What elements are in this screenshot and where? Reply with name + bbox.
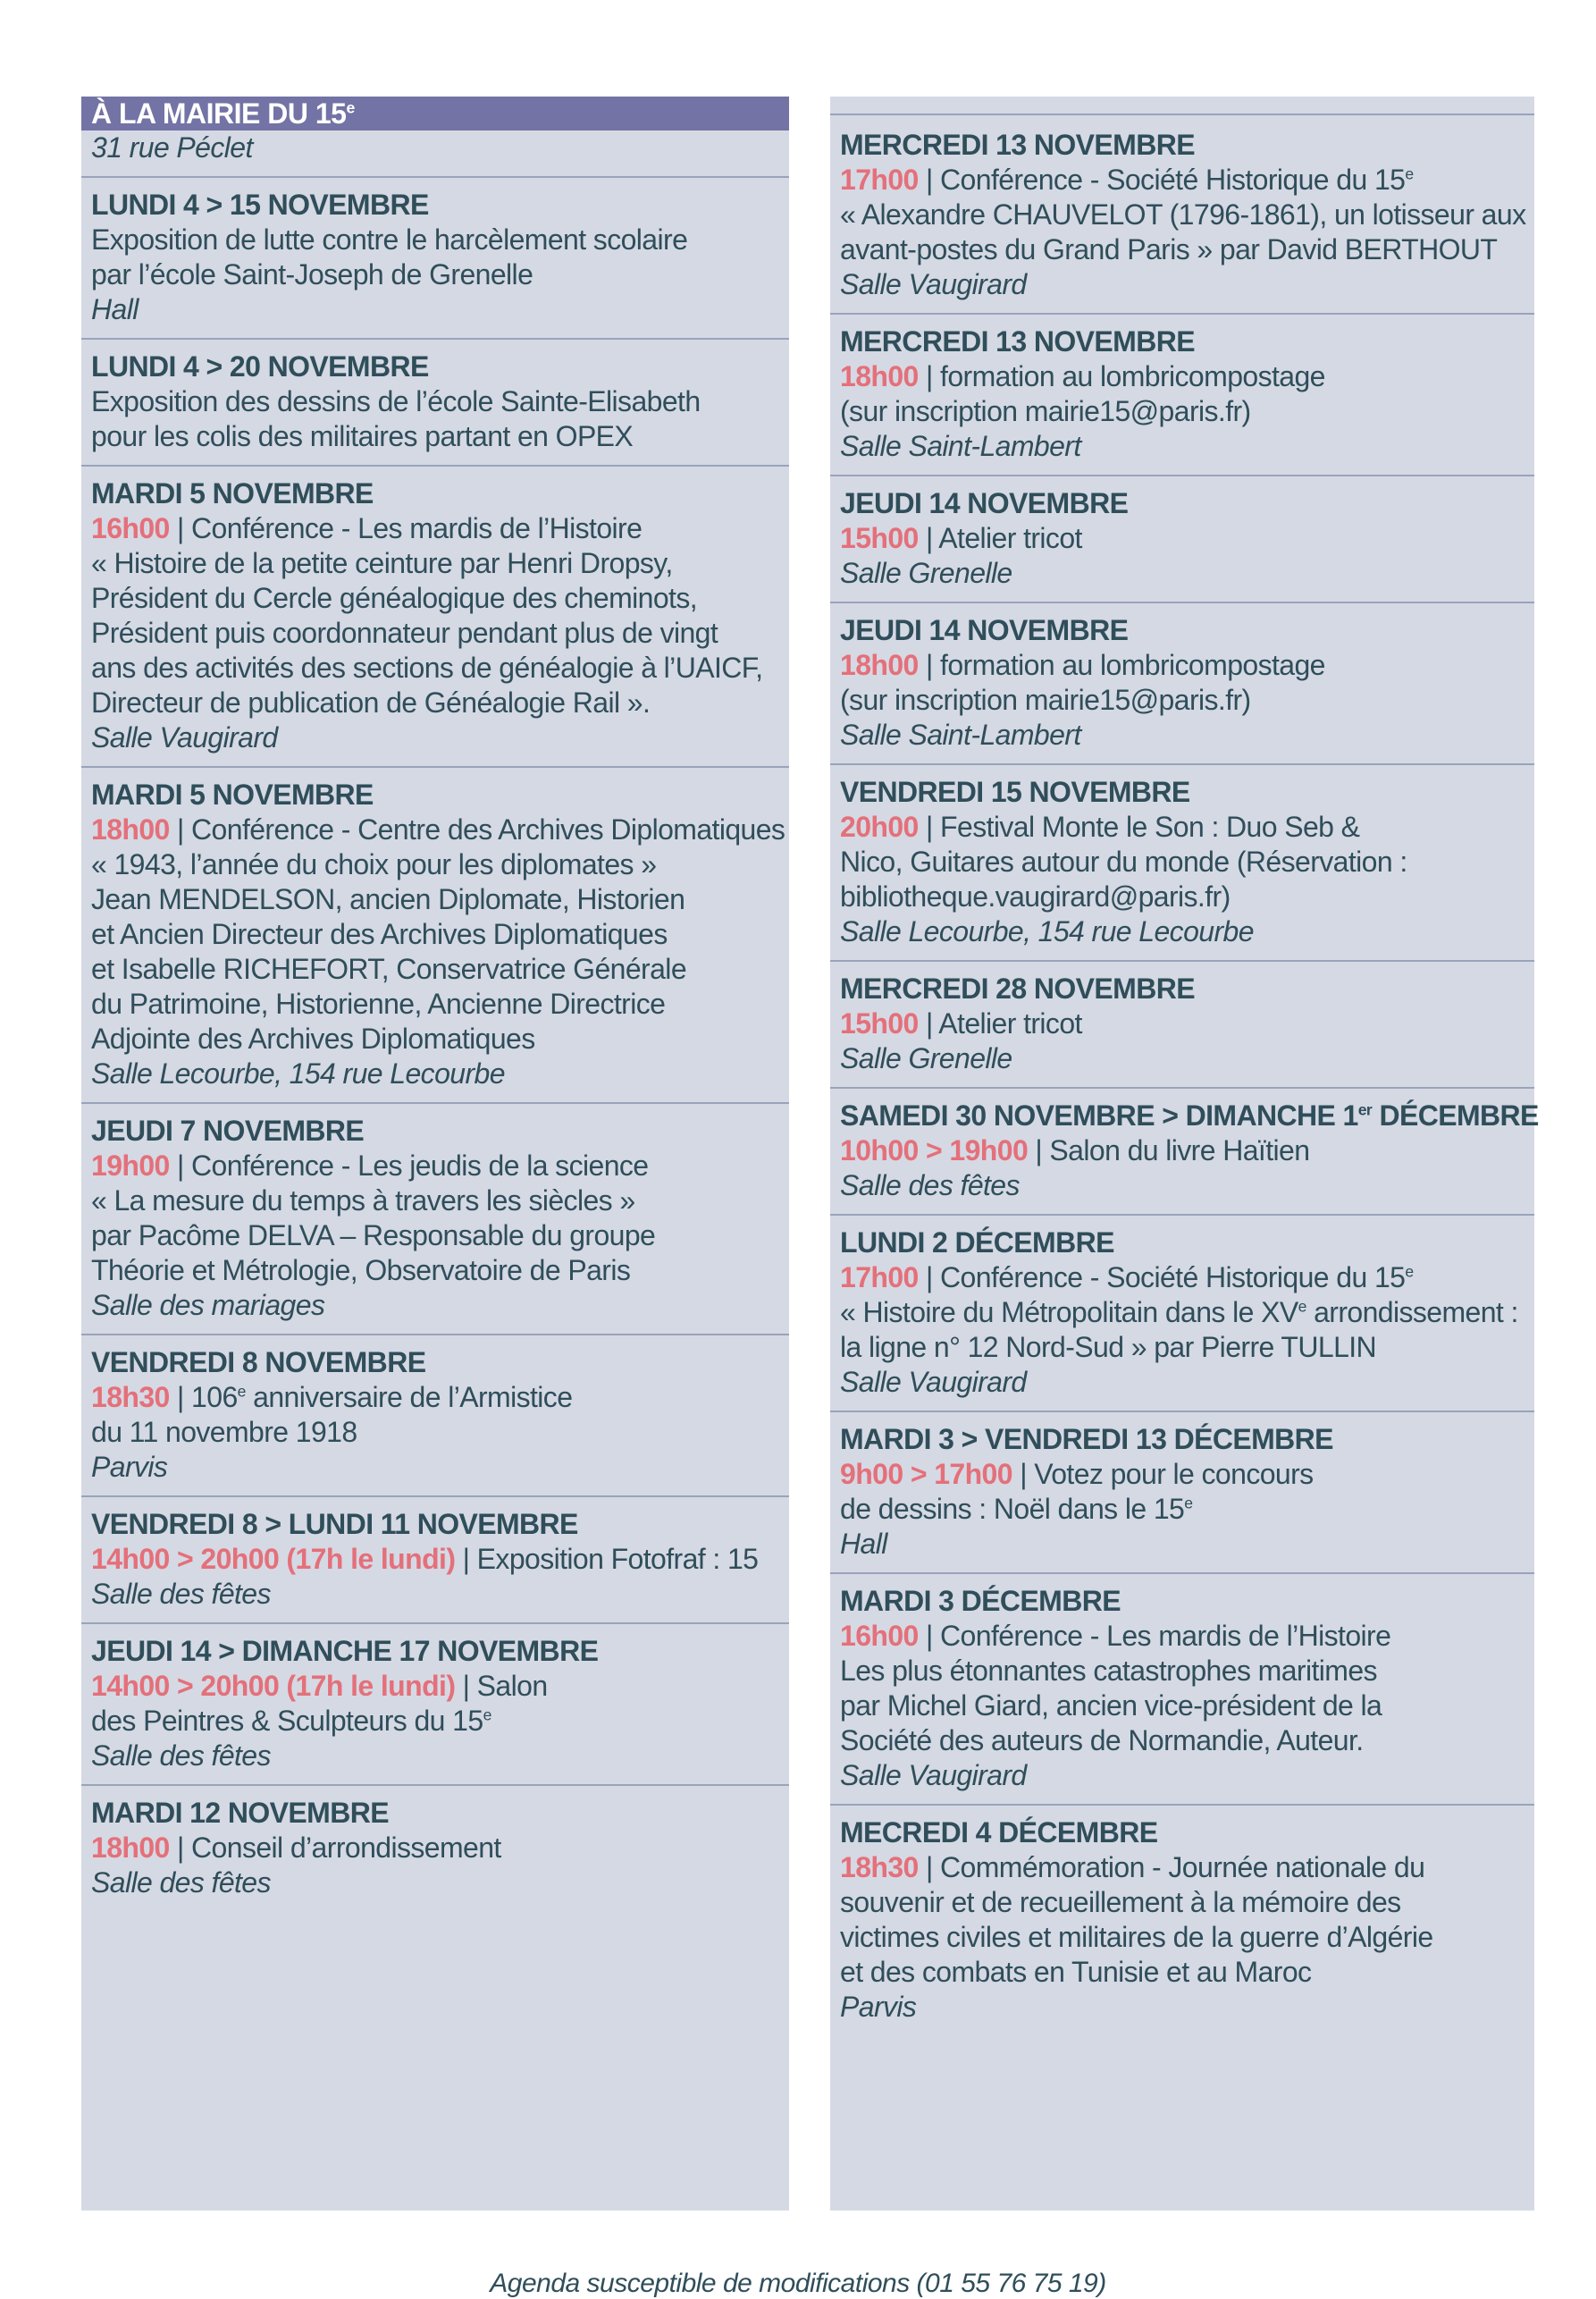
address: 31 rue Péclet <box>91 131 253 164</box>
event-entry <box>830 603 1534 765</box>
event-entry <box>81 340 789 467</box>
event-time: 17h00 <box>840 1261 919 1293</box>
event-entry <box>830 962 1534 1089</box>
event-text-sup: e <box>1184 1494 1193 1512</box>
event-location: Salle des mariages <box>91 1289 325 1321</box>
event-line: souvenir et de recueillement à la mémoire des <box>840 1886 1401 1918</box>
event-entry <box>830 765 1534 962</box>
event-date: MERCREDI 13 NOVEMBRE <box>840 129 1195 161</box>
event-first-line <box>840 1457 1525 1492</box>
event-date: MARDI 3 DÉCEMBRE <box>840 1585 1121 1617</box>
event-entry <box>830 476 1534 603</box>
event-entry <box>830 1089 1539 1216</box>
event-date: JEUDI 14 NOVEMBRE <box>840 614 1129 646</box>
event-line: par l’école Saint-Joseph de Grenelle <box>91 258 533 291</box>
event-line: « 1943, l’année du choix pour les diplomates » <box>91 848 657 880</box>
event-text-sup: e <box>1405 164 1414 183</box>
event-location: Parvis <box>91 1451 168 1483</box>
event-text: | formation au lombricompostage <box>918 649 1325 681</box>
event-line: Jean MENDELSON, ancien Diplomate, Historien <box>91 883 685 915</box>
event-line: Théorie et Métrologie, Observatoire de Paris <box>91 1254 631 1286</box>
event-line: Président du Cercle généalogique des cheminots, <box>91 582 698 614</box>
event-line: (sur inscription mairie15@paris.fr) <box>840 395 1251 427</box>
event-first-line <box>91 511 779 546</box>
event-date-part: DÉCEMBRE <box>1372 1099 1539 1132</box>
event-first-line <box>840 521 1525 556</box>
event-entry <box>830 114 1534 315</box>
event-location: Salle Saint-Lambert <box>840 430 1081 462</box>
event-location: Salle Vaugirard <box>840 1366 1027 1398</box>
event-date: VENDREDI 8 > LUNDI 11 NOVEMBRE <box>91 1508 578 1540</box>
event-first-line <box>91 813 785 847</box>
event-text: | Exposition Fotofraf : 15 <box>455 1543 759 1575</box>
event-time: 20h00 <box>840 811 919 843</box>
event-time: 18h30 <box>91 1381 170 1413</box>
event-time: 18h30 <box>840 1851 919 1883</box>
event-line: Exposition des dessins de l’école Sainte-Elisabeth <box>91 385 701 417</box>
event-text: | Conférence - Centre des Archives Diplomatiques <box>169 813 785 846</box>
event-time: 15h00 <box>840 1007 919 1040</box>
event-time: 17h00 <box>840 164 919 196</box>
event-time: 10h00 > 19h00 <box>840 1134 1029 1166</box>
left-column <box>81 97 789 2211</box>
event-text: | Votez pour le concours <box>1012 1458 1314 1490</box>
event-line: Exposition de lutte contre le harcèlement scolaire <box>91 223 688 256</box>
event-date <box>840 1099 1539 1133</box>
event-text-sup: e <box>483 1705 491 1724</box>
event-text: | Conseil d’arrondissement <box>169 1832 501 1864</box>
event-text: | 106 <box>169 1381 238 1413</box>
event-entry <box>830 1806 1534 2035</box>
event-line: (sur inscription mairie15@paris.fr) <box>840 684 1251 716</box>
event-first-line <box>840 648 1525 683</box>
event-line: du 11 novembre 1918 <box>91 1416 357 1448</box>
event-time: 9h00 > 17h00 <box>840 1458 1012 1490</box>
event-date: MERCREDI 13 NOVEMBRE <box>840 325 1195 358</box>
event-location: Salle Lecourbe, 154 rue Lecourbe <box>91 1057 505 1090</box>
event-date: MARDI 5 NOVEMBRE <box>91 779 374 811</box>
event-line: Nico, Guitares autour du monde (Réservation : <box>840 846 1407 878</box>
event-date: MARDI 12 NOVEMBRE <box>91 1797 389 1829</box>
event-text: | Salon <box>455 1670 548 1702</box>
event-entry <box>830 1412 1534 1574</box>
event-line: du Patrimoine, Historienne, Ancienne Directrice <box>91 988 666 1020</box>
event-date: MARDI 3 > VENDREDI 13 DÉCEMBRE <box>840 1423 1333 1455</box>
event-entry <box>81 178 789 340</box>
event-line: Président puis coordonnateur pendant plus de vingt <box>91 617 718 649</box>
event-line: et Isabelle RICHEFORT, Conservatrice Générale <box>91 953 687 985</box>
event-date-part: SAMEDI 30 NOVEMBRE > DIMANCHE 1 <box>840 1099 1358 1132</box>
event-line: par Michel Giard, ancien vice-président de la <box>840 1689 1382 1722</box>
event-first-line <box>840 1260 1525 1295</box>
event-line: et Ancien Directeur des Archives Diplomatiques <box>91 918 668 950</box>
event-text-sup: e <box>1298 1297 1306 1316</box>
event-line: la ligne n° 12 Nord-Sud » par Pierre TULLIN <box>840 1331 1377 1363</box>
event-location: Hall <box>840 1528 887 1560</box>
event-text: arrondissement : <box>1306 1296 1518 1328</box>
event-text: | Atelier tricot <box>918 1007 1082 1040</box>
event-location: Salle Vaugirard <box>91 721 278 754</box>
event-date: LUNDI 4 > 15 NOVEMBRE <box>91 189 429 221</box>
event-date: MECREDI 4 DÉCEMBRE <box>840 1816 1158 1848</box>
address-block <box>81 131 789 178</box>
event-entry <box>830 1216 1534 1412</box>
event-line: pour les colis des militaires partant en OPEX <box>91 420 634 452</box>
event-date: LUNDI 2 DÉCEMBRE <box>840 1226 1114 1259</box>
event-first-line <box>840 810 1525 845</box>
event-first-line <box>91 1149 779 1183</box>
event-location: Salle Grenelle <box>840 557 1012 589</box>
event-location: Salle Vaugirard <box>840 1759 1027 1791</box>
event-text: | Conférence - Les jeudis de la science <box>169 1150 649 1182</box>
event-text: de dessins : Noël dans le 15 <box>840 1493 1185 1525</box>
event-text: | Commémoration - Journée nationale du <box>918 1851 1425 1883</box>
right-event-list <box>830 114 1539 2035</box>
event-text: | Conférence - Les mardis de l’Histoire <box>169 512 643 544</box>
event-text: | Conférence - Société Historique du 15 <box>918 164 1406 196</box>
event-line: victimes civiles et militaires de la guerre d’Algérie <box>840 1921 1433 1953</box>
event-date: JEUDI 7 NOVEMBRE <box>91 1115 365 1147</box>
event-line: bibliotheque.vaugirard@paris.fr) <box>840 880 1231 913</box>
event-text: | formation au lombricompostage <box>918 360 1325 392</box>
event-location: Salle des fêtes <box>91 1578 271 1610</box>
event-location: Salle Grenelle <box>840 1042 1012 1074</box>
event-line <box>840 1295 1525 1330</box>
event-time: 18h00 <box>840 649 919 681</box>
event-location: Salle des fêtes <box>840 1169 1020 1201</box>
event-first-line <box>840 1619 1525 1654</box>
event-entry <box>81 1335 789 1497</box>
event-first-line <box>91 1831 779 1865</box>
event-time: 19h00 <box>91 1150 170 1182</box>
event-time: 14h00 > 20h00 (17h le lundi) <box>91 1670 456 1702</box>
event-line: « Alexandre CHAUVELOT (1796-1861), un lotisseur aux <box>840 198 1526 231</box>
event-text: | Conférence - Les mardis de l’Histoire <box>918 1620 1391 1652</box>
event-date: JEUDI 14 NOVEMBRE <box>840 487 1129 519</box>
event-date: VENDREDI 8 NOVEMBRE <box>91 1346 426 1378</box>
event-first-line <box>840 1133 1525 1168</box>
event-first-line <box>840 1850 1525 1885</box>
event-date: MARDI 5 NOVEMBRE <box>91 477 374 509</box>
event-text-sup: e <box>1405 1262 1414 1281</box>
event-text: des Peintres & Sculpteurs du 15 <box>91 1705 483 1737</box>
event-entry <box>81 1786 789 1911</box>
event-entry <box>81 1497 789 1624</box>
left-event-list <box>81 178 789 1911</box>
event-entry <box>81 768 789 1104</box>
event-time: 18h00 <box>91 813 170 846</box>
event-entry <box>830 315 1534 476</box>
event-first-line <box>91 1542 779 1577</box>
event-line: « Histoire de la petite ceinture par Henri Dropsy, <box>91 547 673 579</box>
event-line: Les plus étonnantes catastrophes maritimes <box>840 1655 1377 1687</box>
event-line: avant-postes du Grand Paris » par David BERTHOUT <box>840 233 1498 265</box>
event-line: et des combats en Tunisie et au Maroc <box>840 1956 1312 1988</box>
event-location: Salle Vaugirard <box>840 268 1027 300</box>
event-location: Salle Saint-Lambert <box>840 719 1081 751</box>
event-first-line <box>91 1669 779 1704</box>
event-location: Salle Lecourbe, 154 rue Lecourbe <box>840 915 1254 947</box>
event-location: Salle des fêtes <box>91 1866 271 1899</box>
event-date: JEUDI 14 > DIMANCHE 17 NOVEMBRE <box>91 1635 599 1667</box>
event-line <box>91 1704 779 1739</box>
event-first-line <box>840 1006 1525 1041</box>
event-line: par Pacôme DELVA – Responsable du groupe <box>91 1219 656 1251</box>
event-time: 18h00 <box>840 360 919 392</box>
event-entry <box>81 1624 789 1786</box>
event-time: 14h00 > 20h00 (17h le lundi) <box>91 1543 456 1575</box>
event-first-line <box>840 163 1525 198</box>
event-text: anniversaire de l’Armistice <box>245 1381 573 1413</box>
event-text: | Atelier tricot <box>918 522 1082 554</box>
event-time: 16h00 <box>91 512 170 544</box>
event-line: Adjointe des Archives Diplomatiques <box>91 1023 535 1055</box>
event-time: 15h00 <box>840 522 919 554</box>
event-line: ans des activités des sections de généalogie à l’UAICF, <box>91 652 763 684</box>
event-date: MERCREDI 28 NOVEMBRE <box>840 973 1195 1005</box>
event-text: | Salon du livre Haïtien <box>1028 1134 1310 1166</box>
event-text: | Festival Monte le Son : Duo Seb & <box>918 811 1360 843</box>
event-entry <box>81 1104 789 1335</box>
event-location: Salle des fêtes <box>91 1739 271 1772</box>
event-text-sup: e <box>237 1382 246 1401</box>
section-header: À LA MAIRIE DU 15e <box>81 97 789 131</box>
event-date-sup: er <box>1357 1100 1373 1119</box>
event-text: | Conférence - Société Historique du 15 <box>918 1261 1406 1293</box>
event-line: Directeur de publication de Généalogie Rail ». <box>91 686 651 719</box>
footer-note: Agenda susceptible de modifications (01 55 76 75 19) <box>490 2269 1106 2298</box>
event-location: Hall <box>91 293 139 325</box>
event-date: VENDREDI 15 NOVEMBRE <box>840 776 1190 808</box>
event-line <box>840 1492 1525 1527</box>
event-location: Parvis <box>840 1991 917 2023</box>
event-line: Société des auteurs de Normandie, Auteur. <box>840 1724 1364 1756</box>
event-line: « La mesure du temps à travers les siècles » <box>91 1184 635 1217</box>
event-date: LUNDI 4 > 20 NOVEMBRE <box>91 350 429 383</box>
event-text: « Histoire du Métropolitain dans le XV <box>840 1296 1298 1328</box>
event-first-line <box>840 359 1525 394</box>
event-time: 16h00 <box>840 1620 919 1652</box>
event-first-line <box>91 1380 779 1415</box>
right-column <box>830 97 1539 2211</box>
event-entry <box>81 467 789 768</box>
event-time: 18h00 <box>91 1832 170 1864</box>
event-entry <box>830 1574 1534 1806</box>
